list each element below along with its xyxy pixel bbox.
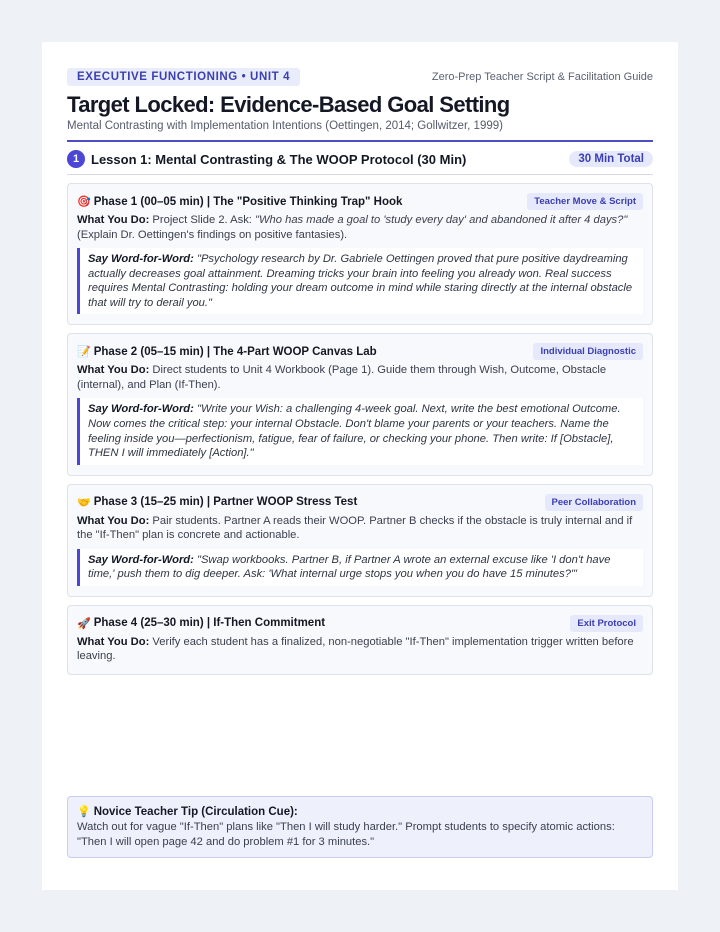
phase-card-2 [67, 333, 653, 475]
phase-instructions [77, 213, 643, 242]
say-label: Say Word-for-Word: [88, 253, 194, 265]
instruction-quote: "Who has made a goal to 'study every day' and abandoned it after 4 days?" [255, 214, 628, 226]
say-label: Say Word-for-Word: [88, 553, 194, 566]
phase-card-1 [67, 183, 653, 325]
instruction-note: (Explain Dr. Oettingen's findings on positive fantasies). [77, 228, 348, 241]
script-block [77, 248, 643, 314]
phase-title: Phase 4 (25–30 min) | If-Then Commitment [93, 617, 326, 630]
script-block [77, 549, 643, 586]
instruction-text: Direct students to Unit 4 Workbook (Page 1). Guide them through Wish, Outcome, Obstacle (internal), and Plan (If-Then). [77, 364, 607, 391]
what-you-do-label: What You Do: [77, 364, 150, 377]
lesson-title: Lesson 1: Mental Contrasting & The WOOP Protocol (30 Min) [91, 151, 467, 167]
phase-instructions [77, 635, 643, 664]
teacher-tip-box [67, 796, 653, 858]
instruction-text: Pair students. Partner A reads their WOOP. Partner B checks if the obstacle is truly internal and if the "If-Then" plan is concrete and actionable. [77, 514, 633, 542]
lesson-divider [67, 174, 653, 175]
unit-badge: EXECUTIVE FUNCTIONING • UNIT 4 [67, 68, 300, 86]
phase-tag: Exit Protocol [570, 615, 643, 632]
target-icon: 🎯 [77, 196, 91, 208]
phase-card-3 [67, 484, 653, 597]
lesson-total-badge: 30 Min Total [569, 151, 653, 167]
phase-title: Phase 1 (00–05 min) | The "Positive Thinking Trap" Hook [93, 195, 403, 208]
script-text: "Write your Wish: a challenging 4-week goal. Next, write the best emotional Outcome. Now comes the critical step: your internal Obstacle. Don't blame your parents or your teachers. Name the feeling inside you—perfectionism, fatigue, fear of failure, or checking your phone. Then write: If [Obstacle], THEN I will immediately [Action]." [88, 403, 621, 460]
phase-instructions [77, 514, 643, 543]
phase-tag: Peer Collaboration [545, 494, 643, 511]
phase-tag: Teacher Move & Script [527, 193, 643, 210]
lesson-page [42, 42, 678, 890]
instruction-text: Verify each student has a finalized, non-negotiable "If-Then" implementation trigger written before leaving. [77, 635, 634, 663]
phase-title: Phase 3 (15–25 min) | Partner WOOP Stress Test [93, 496, 358, 509]
header-divider [67, 140, 653, 142]
what-you-do-label: What You Do: [77, 635, 150, 648]
lesson-header [67, 149, 653, 169]
page-subtitle: Mental Contrasting with Implementation Intentions (Oettingen, 2014; Gollwitzer, 1999) [67, 120, 503, 132]
lightbulb-icon: 💡 [77, 806, 91, 818]
page-title: Target Locked: Evidence-Based Goal Setting [67, 92, 510, 117]
tip-title: Novice Teacher Tip (Circulation Cue): [93, 805, 298, 818]
instruction-text: Project Slide 2. Ask: [152, 214, 256, 226]
phase-card-4 [67, 605, 653, 675]
top-line [67, 67, 653, 86]
rocket-icon: 🚀 [77, 617, 91, 630]
tip-body: Watch out for vague "If-Then" plans like "Then I will study harder." Prompt students to specify atomic actions: "Then I will open page 42 and do problem #1 for 3 minutes." [77, 821, 615, 848]
guide-label: Zero-Prep Teacher Script & Facilitation Guide [431, 70, 653, 83]
phase-tag: Individual Diagnostic [533, 343, 643, 360]
what-you-do-label: What You Do: [77, 514, 150, 527]
memo-icon: 📝 [77, 346, 91, 359]
script-text: "Psychology research by Dr. Gabriele Oettingen proved that pure positive daydreaming actually decreases goal attainment. Dreaming tricks your brain into feeling you already won. Real success requires Mental Contrasting: holding your dream outcome in mind while staring directly at the internal obstacle that will try to derail you." [88, 253, 633, 309]
lesson-number-badge: 1 [67, 150, 85, 168]
say-label: Say Word-for-Word: [88, 403, 194, 416]
script-block [77, 398, 643, 464]
phase-title: Phase 2 (05–15 min) | The 4-Part WOOP Canvas Lab [93, 345, 377, 358]
script-text: "Swap workbooks. Partner B, if Partner A wrote an external excuse like 'I don't have time,' push them to dig deeper. Ask: 'What internal urge stops you when you do have 15 minutes?'" [88, 553, 611, 581]
phase-instructions [77, 363, 643, 392]
what-you-do-label: What You Do: [77, 214, 150, 226]
handshake-icon: 🤝 [77, 496, 91, 509]
